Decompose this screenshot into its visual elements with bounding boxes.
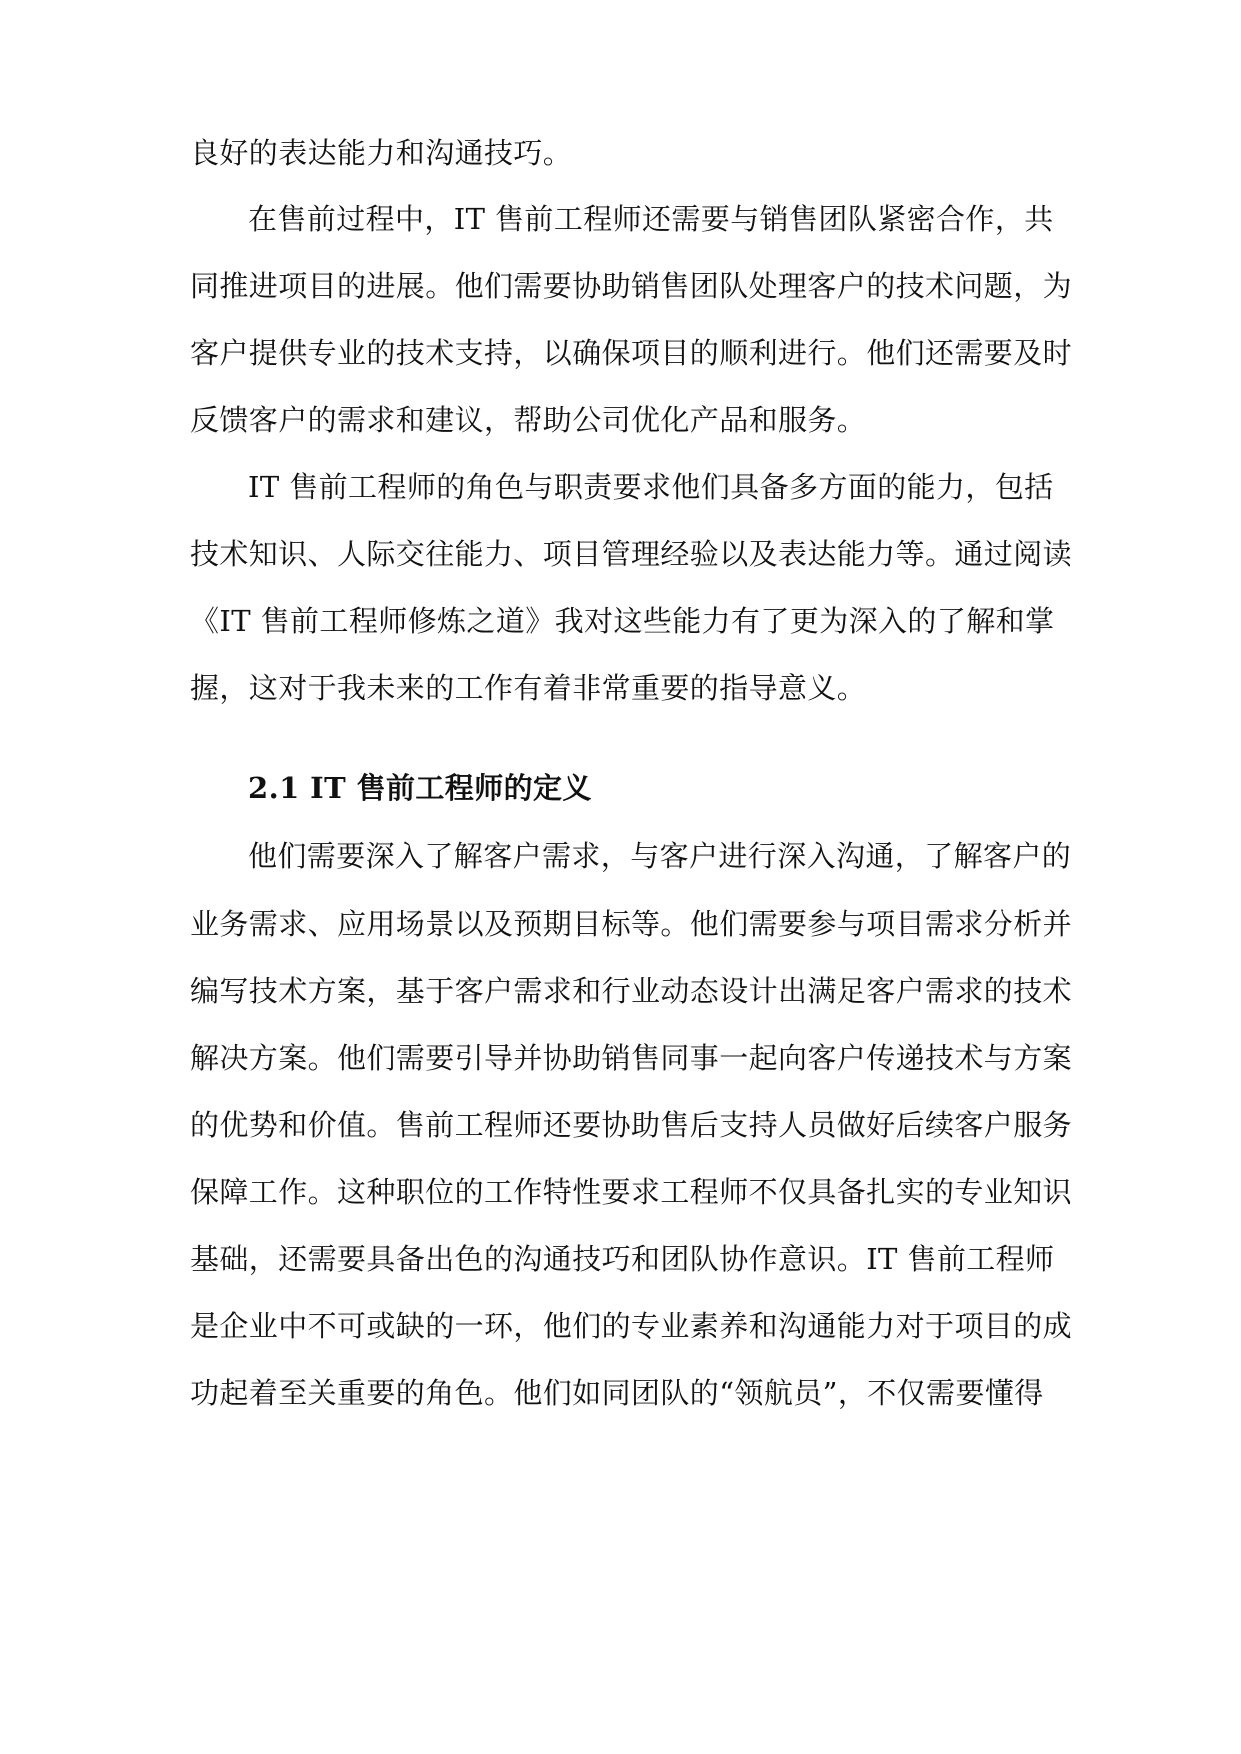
paragraph-line: 技术知识、人际交往能力、项目管理经验以及表达能力等。通过阅读 — [190, 537, 1073, 571]
paragraph-line: 客户提供专业的技术支持，以确保项目的顺利进行。他们还需要及时 — [190, 336, 1073, 370]
paragraph-line: 业务需求、应用场景以及预期目标等。他们需要参与项目需求分析并 — [190, 907, 1073, 941]
paragraph-line: 编写技术方案，基于客户需求和行业动态设计出满足客户需求的技术 — [190, 974, 1073, 1008]
paragraph-line: 是企业中不可或缺的一环，他们的专业素养和沟通能力对于项目的成 — [190, 1309, 1073, 1343]
section-heading: 2.1 IT 售前工程师的定义 — [248, 771, 592, 805]
paragraph-line: 握，这对于我未来的工作有着非常重要的指导意义。 — [190, 671, 867, 705]
paragraph-line: 功起着至关重要的角色。他们如同团队的“领航员”，不仅需要懂得 — [190, 1376, 1044, 1410]
paragraph-line: 保障工作。这种职位的工作特性要求工程师不仅具备扎实的专业知识 — [190, 1175, 1073, 1209]
paragraph-line: 基础，还需要具备出色的沟通技巧和团队协作意识。IT 售前工程师 — [190, 1242, 1055, 1276]
paragraph-line: 的优势和价值。售前工程师还要协助售后支持人员做好后续客户服务 — [190, 1108, 1073, 1142]
paragraph-line: 反馈客户的需求和建议，帮助公司优化产品和服务。 — [190, 403, 867, 437]
paragraph-line: 同推进项目的进展。他们需要协助销售团队处理客户的技术问题，为 — [190, 269, 1073, 303]
paragraph-line: 良好的表达能力和沟通技巧。 — [190, 136, 573, 170]
paragraph-line: IT 售前工程师的角色与职责要求他们具备多方面的能力，包括 — [248, 470, 1054, 504]
paragraph-line: 《IT 售前工程师修炼之道》我对这些能力有了更为深入的了解和掌 — [190, 604, 1055, 638]
paragraph-line: 在售前过程中，IT 售前工程师还需要与销售团队紧密合作，共 — [248, 202, 1054, 236]
paragraph-line: 他们需要深入了解客户需求，与客户进行深入沟通，了解客户的 — [248, 839, 1072, 873]
paragraph-line: 解决方案。他们需要引导并协助销售同事一起向客户传递技术与方案 — [190, 1041, 1073, 1075]
